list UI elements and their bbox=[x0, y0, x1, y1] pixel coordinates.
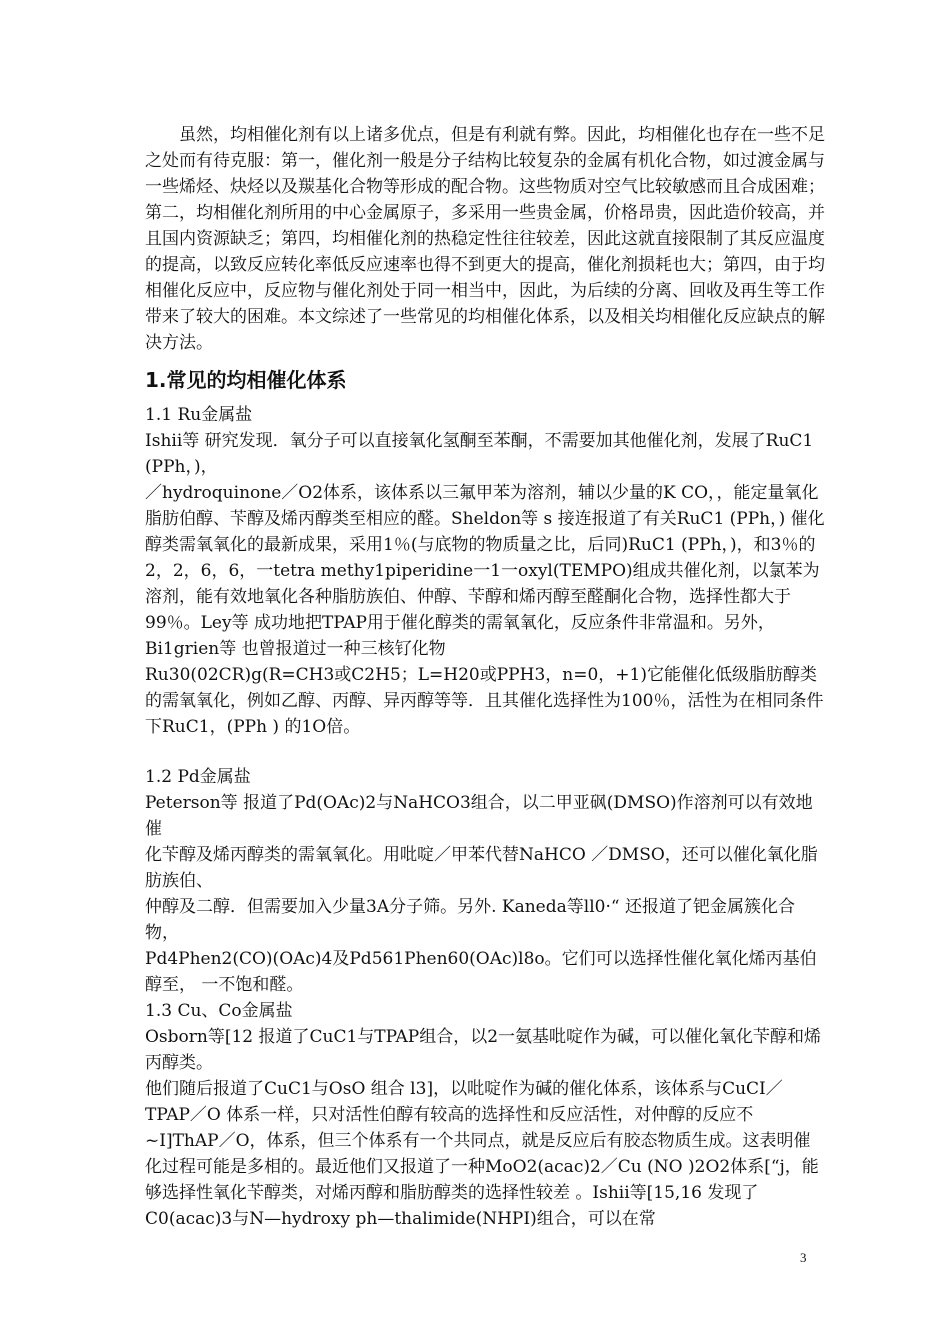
cu-co-text-line-1: Osborn等[12 报道了CuC1与TPAP组合，以2一氨基吡啶作为碱，可以催化氧化苄醇和烯丙醇类。 bbox=[145, 1027, 822, 1073]
ru-text-line-3: Ru30(02CR)g(R=CH3或C2H5；L=H20或PPH3，n=0，+1)它能催化低级脂肪醇类的需氧氧化，例如乙醇、丙醇、异丙醇等等．且其催化选择性为100％，活性为在相同条件下RuC1，(PPh ) 的1O倍。 bbox=[145, 665, 824, 737]
section-pd bbox=[145, 764, 825, 998]
pd-text-line-1: Peterson等 报道了Pd(OAc)2与NaHCO3组合，以二甲亚砜(DMSO)作溶剂可以有效地催 bbox=[145, 793, 813, 839]
section-ru bbox=[145, 402, 825, 740]
pd-text-line-3: 仲醇及二醇．但需要加入少量3A分子筛。另外. Kaneda等ll0·“ 还报道了钯金属簇化合物， bbox=[145, 897, 795, 943]
intro-paragraph: 虽然，均相催化剂有以上诸多优点，但是有利就有弊。因此，均相催化也存在一些不足之处而有待克服：第一，催化剂一般是分子结构比较复杂的金属有机化合物，如过渡金属与一些烯烃、炔烃以及羰基化合物等形成的配合物。这些物质对空气比较敏感而且合成困难；第二，均相催化剂所用的中心金属原子，多采用一些贵金属，价格昂贵，因此造价较高，并且国内资源缺乏；第四，均相催化剂的热稳定性往往较差，因此这就直接限制了其反应温度的提高，以致反应转化率低反应速率也得不到更大的提高，催化剂损耗也大；第四，由于均相催化反应中，反应物与催化剂处于同一相当中，因此，为后续的分离、回收及再生等工作带来了较大的困难。本文综述了一些常见的均相催化体系，以及相关均相催化反应缺点的解决方法。 bbox=[145, 125, 825, 353]
cu-co-text-line-2: 他们随后报道了CuC1与OsO 组合 l3]，以吡啶作为碱的催化体系，该体系与CuCI／TPAP／O 体系一样，只对活性伯醇有较高的选择性和反应活性，对仲醇的反应不~I]ThAP／O，体系，但三个体系有一个共同点，就是反应后有胶态物质生成。这表明催化过程可能是多相的。最近他们又报道了一种MoO2(acac)2／Cu (NO )2O2体系[“j，能够选择性氧化苄醇类，对烯丙醇和脂肪醇类的选择性较差 。Ishii等[15,16 发现了C0(acac)3与N—hydroxy ph—thalimide(NHPI)组合，可以在常 bbox=[145, 1079, 819, 1229]
ru-text-line-1: Ishii等 研究发现．氧分子可以直接氧化氢酮至苯酮，不需要加其他催化剂，发展了RuC1 (PPh，)， bbox=[145, 431, 814, 477]
section-heading: 1.常见的均相催化体系 bbox=[145, 368, 347, 392]
spacer bbox=[145, 740, 825, 764]
section-cu-co bbox=[145, 998, 825, 1232]
pd-text-line-4: Pd4Phen2(CO)(OAc)4及Pd561Phen60(OAc)l8o。它们可以选择性催化氧化烯丙基伯醇至， 一不饱和醛。 bbox=[145, 949, 817, 995]
subsection-title-ru: 1.1 Ru金属盐 bbox=[145, 405, 253, 425]
subsection-title-cu-co: 1.3 Cu、Co金属盐 bbox=[145, 1001, 293, 1021]
pd-text-line-2: 化苄醇及烯丙醇类的需氧氧化。用吡啶／甲苯代替NaHCO ／DMSO，还可以催化氧化脂肪族伯、 bbox=[145, 845, 818, 891]
document-body bbox=[145, 122, 825, 1232]
subsection-title-pd: 1.2 Pd金属盐 bbox=[145, 767, 251, 787]
page-number: 3 bbox=[800, 1250, 807, 1265]
ru-text-line-2: ／hydroquinone／O2体系，该体系以三氟甲苯为溶剂，辅以少量的K CO，，能定量氧化脂肪伯醇、苄醇及烯丙醇类至相应的醛。Sheldon等 s 接连报道了有关RuC1 (PPh，) 催化醇类需氧氧化的最新成果，采用1％(与底物的物质量之比，后同)RuC1 (PPh，)，和3％的2，2，6，6，一tetra methy1piperidine一1一oxyl(TEMPO)组成共催化剂，以氯苯为溶剂，能有效地氧化各种脂肪族伯、仲醇、苄醇和烯丙醇至醛酮化合物，选择性都大于99％。Ley等 成功地把TPAP用于催化醇类的需氧氧化，反应条件非常温和。另外，Bi1grien等 也曾报道过一种三核钌化物 bbox=[145, 483, 825, 659]
